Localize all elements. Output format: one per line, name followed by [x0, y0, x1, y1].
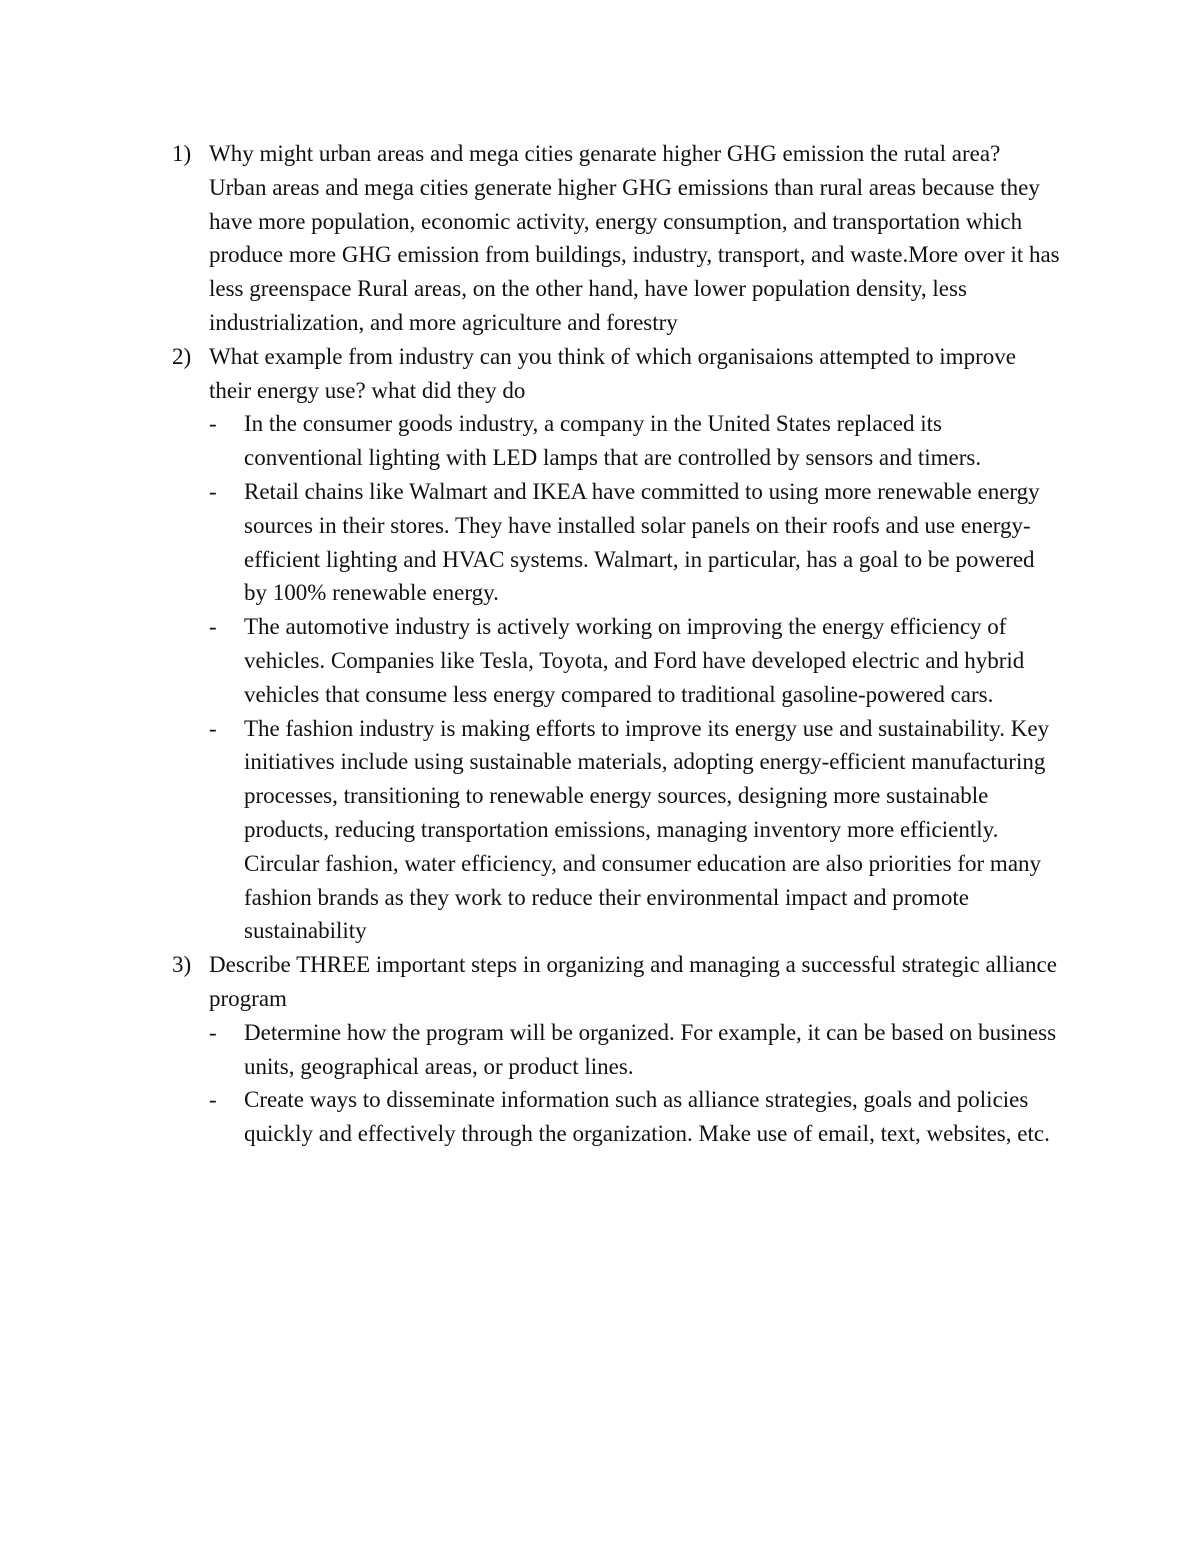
- bullet-dash: -: [209, 715, 217, 741]
- bullet-dash: -: [209, 411, 217, 437]
- question-2: [172, 340, 1062, 948]
- question-text: What example from industry can you think of which organisaions attempted to improve their energy use? what did they do: [209, 343, 1016, 403]
- list-item: [209, 1016, 1062, 1084]
- list-item-text: Determine how the program will be organized. For example, it can be based on business units, geographical areas, or product lines.: [244, 1019, 1057, 1079]
- list-item: [209, 610, 1062, 711]
- document-body: [172, 137, 1062, 1151]
- bullet-dash: -: [209, 1019, 217, 1045]
- list-item: [209, 1083, 1062, 1151]
- answer-list: [209, 1016, 1062, 1151]
- list-item-text: In the consumer goods industry, a company in the United States replaced its conventional lighting with LED lamps that are controlled by sensors and timers.: [244, 411, 982, 471]
- question-number: 3): [172, 952, 192, 978]
- question-text: Describe THREE important steps in organizing and managing a successful strategic alliance program: [209, 952, 1057, 1011]
- question-number: 1): [172, 141, 192, 166]
- answer-list: [209, 407, 1062, 948]
- list-item-text: The automotive industry is actively working on improving the energy efficiency of vehicles. Companies like Tesla, Toyota, and Ford have developed electric and hybrid vehicles that consume less energy compared to traditional gasoline-powered cars.: [244, 614, 1025, 707]
- question-text: Why might urban areas and mega cities genarate higher GHG emission the rutal area?: [209, 141, 1001, 166]
- bullet-dash: -: [209, 614, 217, 640]
- question-1: [172, 137, 1062, 340]
- list-item: [209, 712, 1062, 949]
- bullet-dash: -: [209, 478, 217, 504]
- list-item-text: Retail chains like Walmart and IKEA have committed to using more renewable energy sources in their stores. They have installed solar panels on their roofs and use energy-efficient lighting and HVAC systems. Walmart, in particular, has a goal to be powered by 100% renewable energy.: [244, 478, 1040, 606]
- bullet-dash: -: [209, 1087, 217, 1113]
- list-item-text: Create ways to disseminate information such as alliance strategies, goals and policies quickly and effectively through the organization. Make use of email, text, websites, etc.: [244, 1087, 1050, 1147]
- list-item-text: The fashion industry is making efforts to improve its energy use and sustainability. Key initiatives include using sustainable materials, adopting energy-efficient manufacturing processes, transitioning to renewable energy sources, designing more sustainable products, reducing transportation emissions, managing inventory more efficiently. Circular fashion, water efficiency, and consumer education are also priorities for many fashion brands as they work to reduce their environmental impact and promote sustainability: [244, 715, 1050, 944]
- question-3: [172, 948, 1062, 1151]
- answer-text: Urban areas and mega cities generate higher GHG emissions than rural areas because they have more population, economic activity, energy consumption, and transportation which produce more GHG emission from buildings, industry, transport, and waste.More over it has less greenspace Rural areas, on the other hand, have lower population density, less industrialization, and more agriculture and forestry: [209, 174, 1060, 335]
- question-number: 2): [172, 343, 192, 369]
- list-item: [209, 407, 1062, 475]
- list-item: [209, 475, 1062, 610]
